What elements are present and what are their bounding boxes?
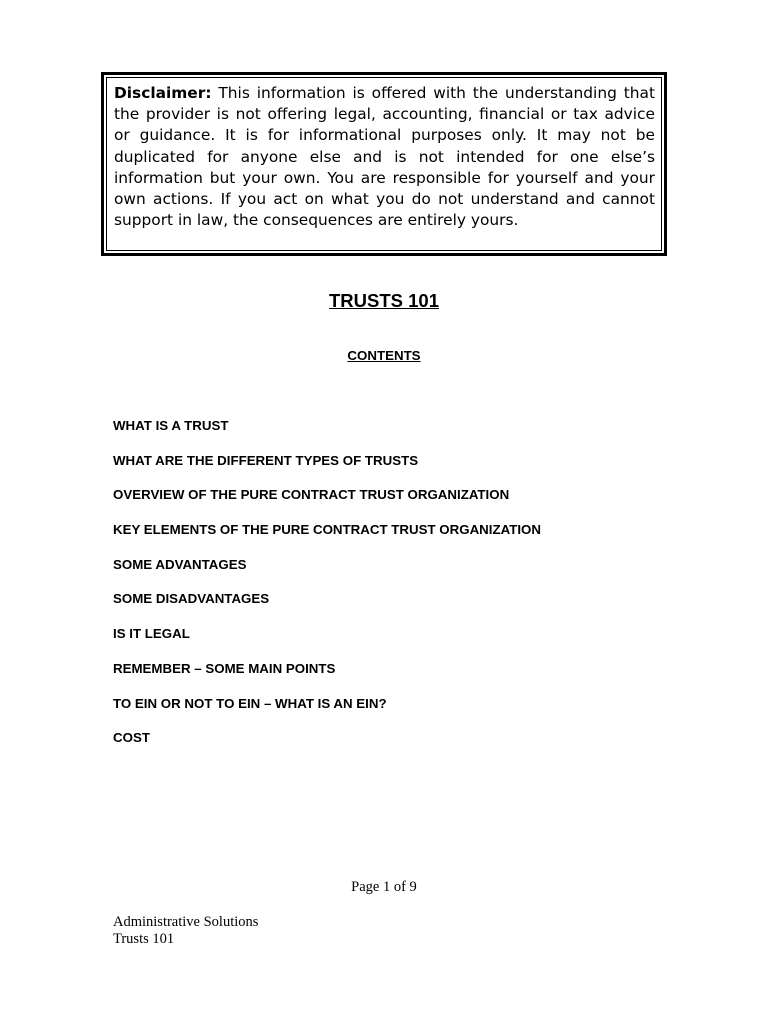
table-of-contents xyxy=(113,418,541,765)
document-title: TRUSTS 101 xyxy=(328,290,439,311)
toc-item: SOME ADVANTAGES xyxy=(113,556,247,572)
contents-heading: CONTENTS xyxy=(347,348,421,363)
disclaimer-paragraph xyxy=(114,83,655,231)
page-number: Page 1 of 9 xyxy=(351,879,417,895)
footer-doc-name: Trusts 101 xyxy=(113,931,175,947)
toc-item: KEY ELEMENTS OF THE PURE CONTRACT TRUST ORGANIZATION xyxy=(113,522,541,538)
toc-item: REMEMBER – SOME MAIN POINTS xyxy=(113,660,336,676)
toc-item: WHAT IS A TRUST xyxy=(113,418,229,433)
disclaimer-box xyxy=(101,72,667,256)
disclaimer-body: This information is offered with the understanding that the provider is not offering legal, accounting, financial or tax advice or guidance. It is for informational purposes only. It may not be duplicated for anyone else and is not intended for one else’s information but your own. You are responsible for yourself and your own actions. If you act on what you do not understand and cannot support in law, the consequences are entirely yours. xyxy=(114,84,655,230)
disclaimer-label: Disclaimer: xyxy=(114,84,212,102)
footer xyxy=(113,914,258,948)
toc-item: SOME DISADVANTAGES xyxy=(113,591,270,607)
toc-item: COST xyxy=(113,730,150,746)
toc-item: TO EIN OR NOT TO EIN – WHAT IS AN EIN? xyxy=(113,695,387,711)
disclaimer-inner-border xyxy=(106,77,662,251)
footer-company: Administrative Solutions xyxy=(113,914,259,930)
toc-item: WHAT ARE THE DIFFERENT TYPES OF TRUSTS xyxy=(113,452,419,468)
toc-item: IS IT LEGAL xyxy=(113,626,190,642)
toc-item: OVERVIEW OF THE PURE CONTRACT TRUST ORGANIZATION xyxy=(113,487,510,503)
